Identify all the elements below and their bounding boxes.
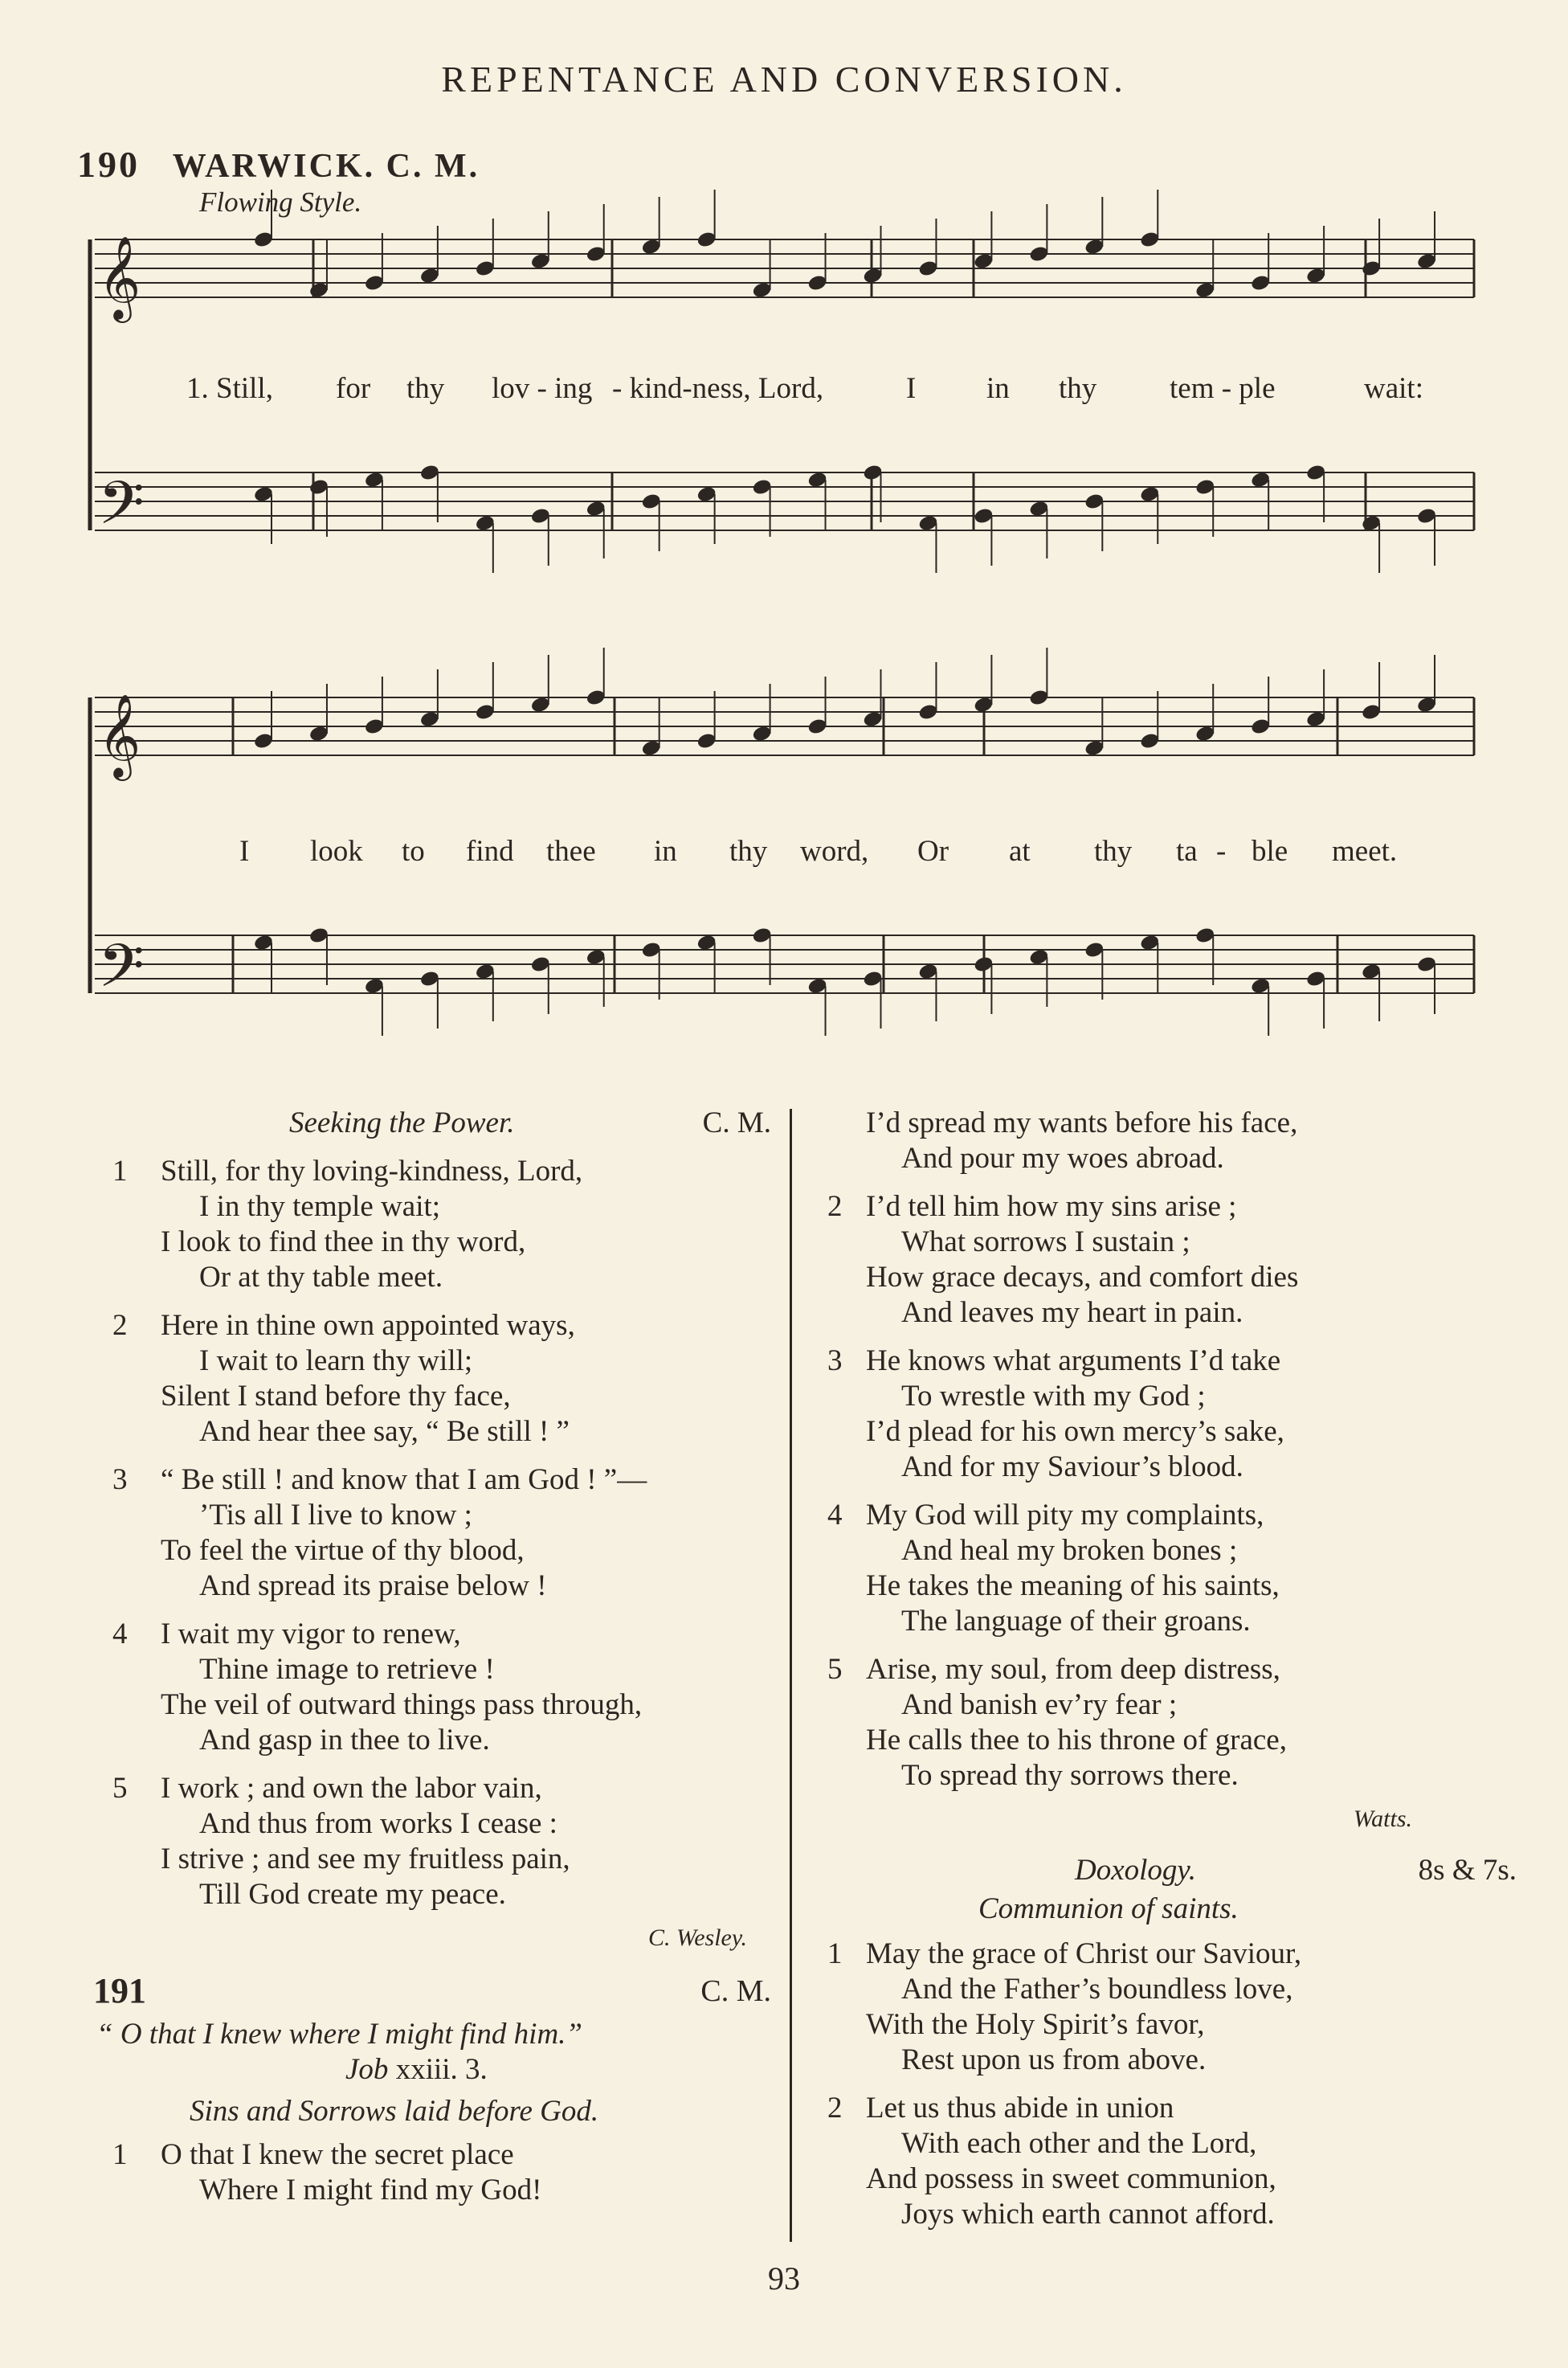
hymn-191-verses [827, 1189, 1492, 1793]
lyric-syllable: Or [917, 835, 949, 868]
verse-line: To spread thy sorrows there. [901, 1759, 1239, 1792]
verse-line: And the Father’s boundless love, [901, 1973, 1293, 2006]
verse-number: 4 [112, 1618, 128, 1650]
music-score [0, 0, 1568, 1061]
lyric-syllable: thy [1059, 372, 1097, 405]
lyric-syllable: thee [546, 835, 596, 868]
verse [827, 1189, 1492, 1331]
tune-name: WARWICK. C. M. [172, 148, 480, 185]
verse-line: And possess in sweet communion, [866, 2162, 1276, 2195]
verse-line: To wrestle with my God ; [901, 1380, 1206, 1413]
hymn-number: 191 [93, 1971, 146, 2010]
verse [112, 1617, 795, 1758]
verse-line: My God will pity my complaints, [866, 1499, 1264, 1532]
verse-line: And for my Saviour’s blood. [901, 1450, 1243, 1483]
verse-line: “ Be still ! and know that I am God ! ”— [161, 1463, 647, 1496]
page-header: REPENTANCE AND CONVERSION. [441, 59, 1127, 100]
verse-number: 4 [827, 1499, 843, 1532]
reference-chapter: xxiii. 3. [395, 2053, 488, 2086]
verse-line: The language of their groans. [901, 1605, 1251, 1638]
lyric-syllable: for [336, 372, 371, 405]
scripture-reference [345, 2052, 795, 2088]
lyric-syllable: - kind-ness, Lord, [612, 372, 824, 405]
lyric-syllable: at [1009, 835, 1031, 868]
lyric-syllable: find [466, 835, 514, 868]
lyric-syllable: - [1216, 835, 1227, 868]
lyric-syllable: I [906, 372, 917, 405]
lyric-syllable: to [402, 835, 425, 868]
lyric-syllable: I [239, 835, 250, 868]
verse-continuation [850, 1106, 1492, 1176]
verse-line: Let us thus abide in union [866, 2092, 1174, 2125]
bass-clef: 𝄢 [98, 931, 145, 1016]
hymn-190-verses [112, 1154, 795, 1912]
verse-line: O that I knew the secret place [161, 2138, 514, 2171]
treble-clef: 𝄞 [98, 693, 141, 778]
doxology-title: Doxology. [1075, 1854, 1197, 1887]
verse [112, 1308, 795, 1450]
lyric-syllable: ble [1252, 835, 1288, 868]
verse [827, 1498, 1492, 1639]
verse [827, 1937, 1492, 2078]
treble-clef: 𝄞 [98, 235, 141, 320]
verse-line: ’Tis all I live to know ; [199, 1499, 472, 1532]
right-column [827, 1106, 1517, 2245]
verse-line: And heal my broken bones ; [901, 1534, 1238, 1567]
verse-number: 2 [827, 1190, 843, 1223]
verse-line: Here in thine own appointed ways, [161, 1309, 575, 1342]
verse-number: 1 [112, 2138, 128, 2171]
verse-line: What sorrows I sustain ; [901, 1225, 1190, 1258]
hymn-191-heading [93, 1971, 795, 2017]
verse-line: May the grace of Christ our Saviour, [866, 1937, 1302, 1970]
reference-book: Job [345, 2053, 389, 2086]
hymn-number: 190 [77, 144, 140, 185]
meter: C. M. [700, 1974, 771, 2008]
verse-line: Still, for thy loving-kindness, Lord, [161, 1155, 583, 1188]
verse-number: 3 [112, 1463, 128, 1496]
verse-line: I look to find thee in thy word, [161, 1225, 526, 1258]
verse-line: And pour my woes abroad. [901, 1142, 1224, 1175]
verse-line: He knows what arguments I’d take [866, 1344, 1281, 1377]
doxology-verses [827, 1937, 1492, 2232]
lyric-syllable: wait: [1364, 372, 1423, 405]
verse-line: To feel the virtue of thy blood, [161, 1534, 525, 1567]
lyric-syllable: word, [800, 835, 869, 868]
lyric-syllable: lov - ing [492, 372, 593, 405]
verse-number: 3 [827, 1344, 843, 1377]
verse-line: The veil of outward things pass through, [161, 1688, 643, 1721]
hymn-190-text-title [112, 1106, 795, 1144]
verse-line: I strive ; and see my fruitless pain, [161, 1842, 570, 1875]
bass-clef: 𝄢 [98, 468, 145, 553]
verse-number: 2 [827, 2092, 843, 2125]
tempo-marking: Flowing Style. [199, 186, 362, 218]
author: C. Wesley. [647, 1924, 747, 1951]
meter: C. M. [702, 1106, 771, 1139]
verse-line: Rest upon us from above. [901, 2043, 1207, 2076]
verse-line: And thus from works I cease : [199, 1807, 557, 1840]
verse-line: I’d tell him how my sins arise ; [866, 1190, 1237, 1223]
text-title: Sins and Sorrows laid before God. [190, 2095, 599, 2128]
verse-line: Till God create my peace. [199, 1878, 506, 1911]
lyric-syllable: thy [729, 835, 768, 868]
column-divider [790, 1109, 792, 2242]
verse [827, 1344, 1492, 1485]
verse [827, 2091, 1492, 2232]
verse-line: I in thy temple wait; [199, 1190, 441, 1223]
verse-line: I wait my vigor to renew, [161, 1618, 461, 1650]
lyric-syllable: meet. [1332, 835, 1398, 868]
author: Watts. [1353, 1806, 1412, 1832]
verse-line: He calls thee to his throne of grace, [866, 1724, 1287, 1757]
verse-line: And banish ev’ry fear ; [901, 1688, 1178, 1721]
left-column [93, 1106, 795, 2221]
verse-line: How grace decays, and comfort dies [866, 1261, 1299, 1294]
verse-line: Thine image to retrieve ! [199, 1653, 495, 1686]
verse-line: With the Holy Spirit’s favor, [866, 2008, 1205, 2041]
meter: 8s & 7s. [1418, 1854, 1517, 1887]
verse [112, 2137, 795, 2208]
verse-line: I wait to learn thy will; [199, 1344, 473, 1377]
verse-line: With each other and the Lord, [901, 2127, 1257, 2160]
verse-number: 5 [112, 1772, 128, 1805]
verse-line: And hear thee say, “ Be still ! ” [199, 1415, 570, 1448]
verse-line: Where I might find my God! [199, 2174, 542, 2206]
doxology-heading [850, 1853, 1517, 1892]
verse-line: I work ; and own the labor vain, [161, 1772, 542, 1805]
lyric-syllable: tem - ple [1170, 372, 1276, 405]
lyric-syllable: ta [1176, 835, 1198, 868]
verse-line: Or at thy table meet. [199, 1261, 443, 1294]
lyric-syllable: thy [406, 372, 445, 405]
verse-number: 1 [827, 1937, 843, 1970]
lyric-syllable: in [986, 372, 1010, 405]
verse-number: 1 [112, 1155, 128, 1188]
verse [827, 1652, 1492, 1793]
verse-line: He takes the meaning of his saints, [866, 1569, 1280, 1602]
verse-line: Silent I stand before thy face, [161, 1380, 511, 1413]
lyric-syllable: in [654, 835, 677, 868]
scripture-quote: “ O that I knew where I might find him.” [96, 2018, 582, 2051]
verse-number: 2 [112, 1309, 128, 1342]
lyric-syllable: thy [1094, 835, 1133, 868]
verse-line: And spread its praise below ! [199, 1569, 547, 1602]
verse [112, 1462, 795, 1604]
page-number: 93 [768, 2260, 800, 2296]
verse-line: Arise, my soul, from deep distress, [866, 1653, 1280, 1686]
doxology-subtitle: Communion of saints. [978, 1892, 1239, 1925]
verse-line: Joys which earth cannot afford. [901, 2198, 1275, 2231]
verse-line: And gasp in thee to live. [199, 1724, 490, 1757]
lyric-syllable: 1. Still, [186, 372, 273, 405]
lyric-syllable: look [310, 835, 363, 868]
text-title: Seeking the Power. [289, 1106, 515, 1139]
verse [112, 1771, 795, 1912]
verse-line: I’d spread my wants before his face, [866, 1106, 1298, 1139]
verse-line: And leaves my heart in pain. [901, 1296, 1243, 1329]
verse-number: 5 [827, 1653, 843, 1686]
verse [112, 1154, 795, 1295]
verse-line: I’d plead for his own mercy’s sake, [866, 1415, 1284, 1448]
